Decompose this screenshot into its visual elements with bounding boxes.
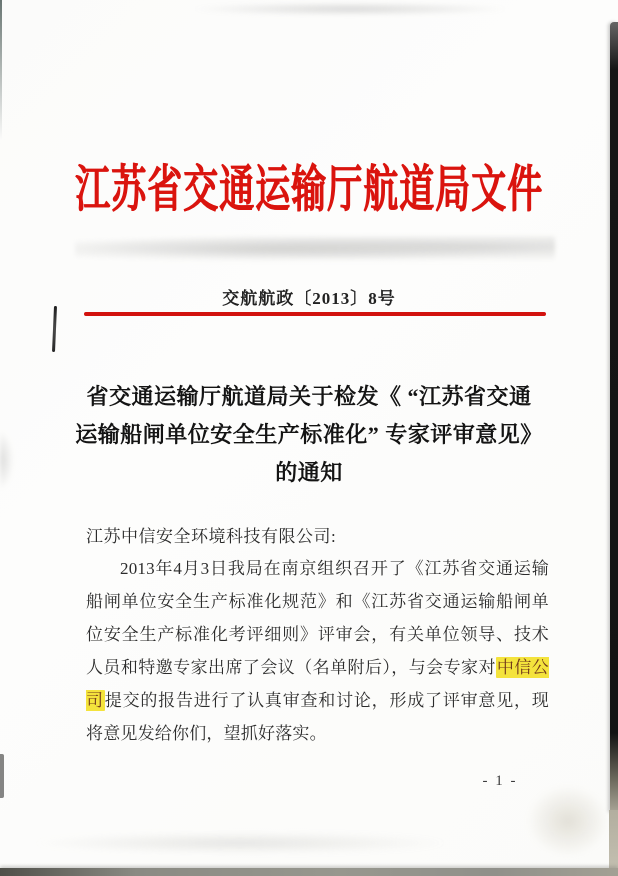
letterhead-title: 江苏省交通运输厅航道局文件 [74, 161, 543, 219]
notice-title-line-3: 的通知 [275, 460, 343, 485]
paragraph-text-after: 提交的报告进行了认真审查和讨论，形成了评审意见，现将意见发给你们，望抓好落实。 [86, 691, 550, 743]
document-number: 交航航政〔2013〕8号 [222, 289, 396, 308]
page-number: - 1 - [482, 773, 518, 789]
notice-title [58, 378, 560, 492]
body-paragraph [86, 552, 549, 750]
notice-title-line-2: 运输船闸单位安全生产标准化” 专家评审意见》 [75, 422, 543, 447]
staple-mark [52, 306, 57, 352]
scan-smudge-bottom-right [528, 786, 608, 856]
notice-title-line-1: 省交通运输厅航道局关于检发《 “江苏省交通 [86, 384, 532, 409]
red-divider-rule [84, 312, 546, 316]
addressee-line: 江苏中信安全环境科技有限公司: [86, 527, 337, 546]
scan-edge-right-bottom [609, 810, 618, 876]
scan-edge-left-top [0, 0, 2, 140]
scan-smudge-under-header [75, 236, 555, 262]
scan-edge-left-bottom [0, 754, 4, 798]
scan-smudge-top [190, 2, 510, 16]
paragraph-text-before: 2013年4月3日我局在南京组织召开了《江苏省交通运输船闸单位安全生产标准化规范》和《江苏省交通运输船闸单位安全生产标准化考评细则》评审会，有关单位领导、技术人员和特邀专家出席了会议（名单附后），与会专家对 [86, 559, 549, 677]
scan-smudge-bottom [30, 832, 450, 854]
scan-smudge-mid-left [0, 430, 14, 490]
highlighted-company-name: 中信公司 [86, 658, 549, 710]
scan-edge-right [610, 22, 618, 812]
scan-edge-bottom [0, 868, 618, 876]
